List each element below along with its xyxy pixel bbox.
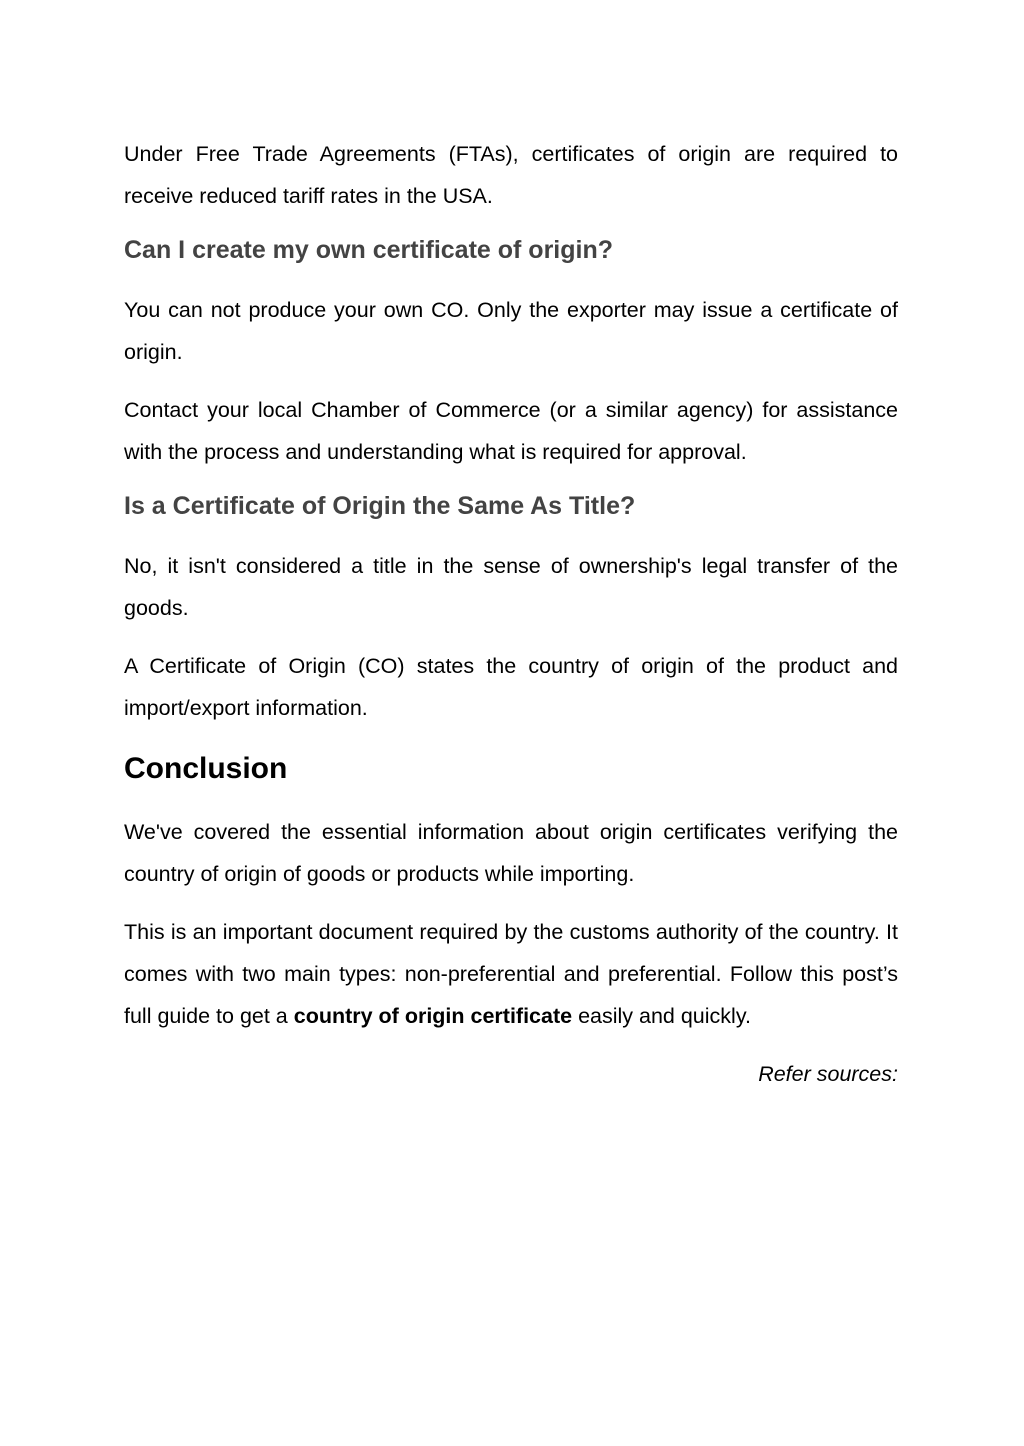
heading-same-as-title: Is a Certificate of Origin the Same As Title? — [124, 492, 636, 520]
conclusion-keyword-bold: country of origin certificate — [293, 1004, 573, 1028]
conclusion-paragraph-2-text-end: easily and quickly. — [572, 1004, 751, 1028]
create-own-paragraph-1: You can not produce your own CO. Only the exporter may issue a certificate of origin. — [124, 298, 898, 364]
same-as-title-paragraph-1: No, it isn't considered a title in the sense of ownership's legal transfer of the goods. — [124, 554, 898, 620]
conclusion-paragraph-1: We've covered the essential information about origin certificates verifying the country of origin of goods or products while importing. — [124, 820, 898, 886]
intro-paragraph: Under Free Trade Agreements (FTAs), certificates of origin are required to receive reduced tariff rates in the USA. — [124, 142, 898, 208]
refer-sources-label: Refer sources: — [758, 1062, 898, 1086]
heading-create-own-certificate: Can I create my own certificate of origin? — [124, 236, 614, 264]
heading-conclusion: Conclusion — [124, 752, 288, 785]
conclusion-paragraph-2-text-start: This is an important document required by the customs authority of the country. It comes with two main types: non-preferential and preferential. Follow this post’s full guide to get a — [124, 920, 898, 1028]
document-page — [124, 133, 898, 1095]
same-as-title-paragraph-2: A Certificate of Origin (CO) states the country of origin of the product and import/export information. — [124, 654, 898, 720]
conclusion-paragraph-2 — [124, 911, 898, 1037]
create-own-paragraph-2: Contact your local Chamber of Commerce (or a similar agency) for assistance with the process and understanding what is required for approval. — [124, 398, 898, 464]
